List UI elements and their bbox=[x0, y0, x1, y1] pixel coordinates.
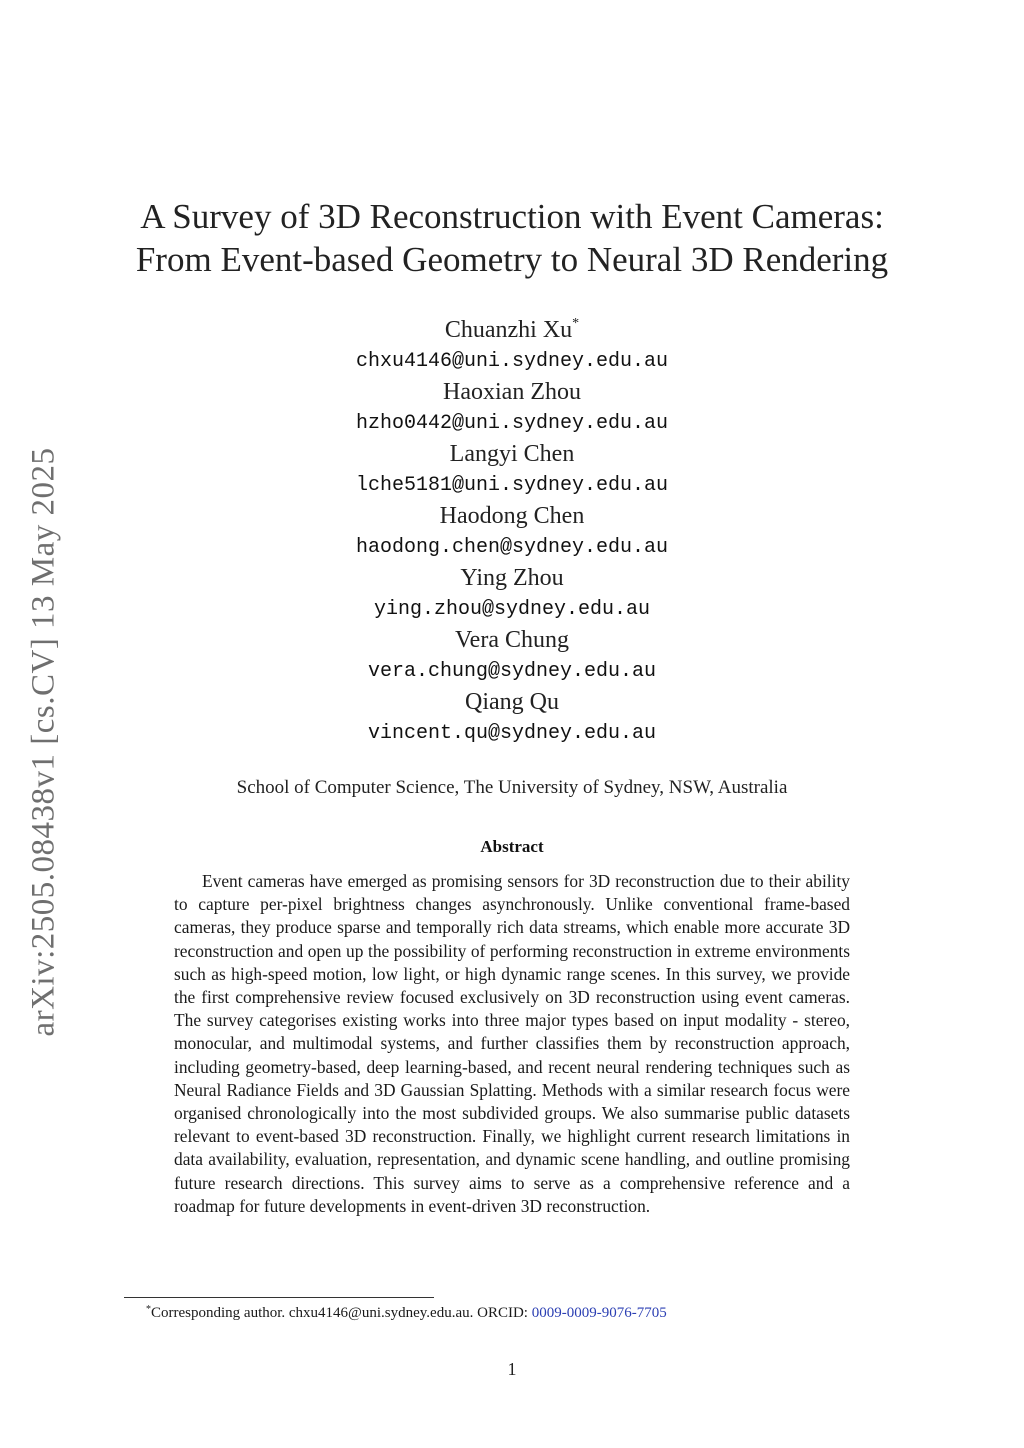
author-name: Chuanzhi Xu* bbox=[444, 316, 580, 343]
orcid-link[interactable]: 0009-0009-9076-7705 bbox=[531, 1305, 667, 1321]
author-name: Langyi Chen bbox=[449, 441, 575, 467]
author-email[interactable]: vera.chung@sydney.edu.au bbox=[367, 660, 657, 683]
author-name: Haoxian Zhou bbox=[443, 379, 581, 405]
abstract-heading: Abstract bbox=[480, 837, 544, 856]
title-line-2: From Event-based Geometry to Neural 3D Rendering bbox=[135, 240, 889, 279]
author-name: Ying Zhou bbox=[460, 565, 564, 591]
author-email[interactable]: ying.zhou@sydney.edu.au bbox=[373, 598, 651, 621]
author-email[interactable]: lche5181@uni.sydney.edu.au bbox=[355, 474, 669, 497]
title-line-1: A Survey of 3D Reconstruction with Event Cameras: bbox=[140, 197, 884, 236]
footnote-divider bbox=[124, 1297, 434, 1298]
author-email[interactable]: hzho0442@uni.sydney.edu.au bbox=[355, 412, 669, 435]
corresponding-mark: * bbox=[572, 316, 580, 331]
author-email[interactable]: vincent.qu@sydney.edu.au bbox=[367, 722, 657, 745]
paper-title bbox=[0, 195, 1024, 281]
author-name: Haodong Chen bbox=[439, 503, 585, 529]
affiliation: School of Computer Science, The University of Sydney, NSW, Australia bbox=[236, 777, 788, 798]
author-email[interactable]: haodong.chen@sydney.edu.au bbox=[355, 536, 669, 559]
author-name: Vera Chung bbox=[455, 627, 569, 653]
arxiv-identifier-stamp: arXiv:2505.08438v1 [cs.CV] 13 May 2025 bbox=[25, 447, 62, 1037]
footnote-mark: * bbox=[146, 1304, 151, 1315]
page-number: 1 bbox=[507, 1359, 517, 1379]
author-list bbox=[0, 308, 1024, 749]
footnote-text: Corresponding author. chxu4146@uni.sydney.edu.au. ORCID: bbox=[151, 1305, 532, 1321]
footnote bbox=[146, 1299, 906, 1324]
author-email[interactable]: chxu4146@uni.sydney.edu.au bbox=[355, 350, 669, 373]
abstract-body: Event cameras have emerged as promising sensors for 3D reconstruction due to their ability to capture per-pixel brightness changes asynchronously. Unlike conventional frame-based cameras, they produce sparse and temporally rich data streams, which enable more accurate 3D reconstruction and open up the possibility of performing reconstruction in extreme environments such as high-speed motion, low light, or high dynamic range scenes. In this survey, we provide the first comprehensive review focused exclusively on 3D reconstruction using event cameras. The survey categorises existing works into three major types based on input modality - stereo, monocular, and multimodal systems, and further classifies them by reconstruction approach, including geometry-based, deep learning-based, and recent neural rendering techniques such as Neural Radiance Fields and 3D Gaussian Splatting. Methods with a similar research focus were organised chronologically into the most subdivided groups. We also summarise public datasets relevant to event-based 3D reconstruction. Finally, we highlight current research limitations in data availability, evaluation, representation, and dynamic scene handling, and outline promising future research directions. This survey aims to serve as a comprehensive reference and a roadmap for future developments in event-driven 3D reconstruction. bbox=[174, 871, 850, 1216]
author-name: Qiang Qu bbox=[465, 689, 559, 715]
